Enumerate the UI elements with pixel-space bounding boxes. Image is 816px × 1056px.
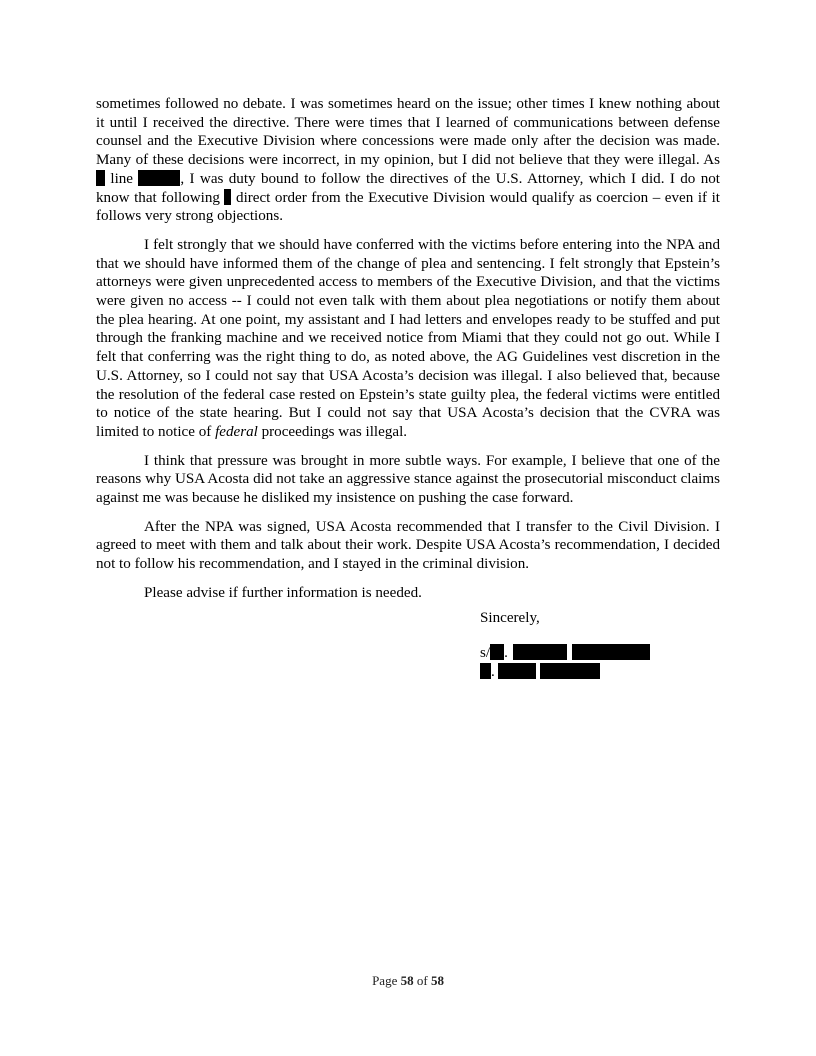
paragraph-2-text-a: I felt strongly that we should have conferred with the victims before entering into the NPA and that we should have informed them of the change of plea and sentencing. I felt strongly that Epstein’s attorneys were given unprecedented access to members of the Executive Division, and that the victims were given no access -- I could not even talk with them about plea negotiations or notify them about the plea hearing. At one point, my assistant and I had letters and envelopes ready to be stuffed and put through the franking machine and we received notice from Miami that they could not go out. While I felt that conferring was the right thing to do, as noted above, the AG Guidelines vest discretion in the U.S. Attorney, so I could not say that USA Acosta’s decision was illegal. I also believed that, because the resolution of the federal case rested on Epstein’s state guilty plea, the federal victims were entitled to notice of the state hearing. But I could not say that USA Acosta’s decision that the CVRA was limited to notice of [96, 236, 720, 440]
letter-body [96, 95, 720, 603]
page-footer [0, 973, 816, 989]
redaction-block [480, 663, 491, 679]
signature-prefix: s/ [480, 645, 491, 661]
redaction-block [138, 170, 180, 186]
paragraph-5: Please advise if further information is needed. [144, 584, 422, 601]
signature-gap [480, 628, 650, 644]
signature-block [480, 609, 650, 682]
footer-of-word: of [416, 973, 428, 988]
paragraph-4: After the NPA was signed, USA Acosta recommended that I transfer to the Civil Division. I agreed to meet with them and talk about their work. Despite USA Acosta’s recommendation, I decided not to follow his recommendation, and I stayed in the criminal division. [96, 518, 720, 573]
paragraph-2-text-b: proceedings was illegal. [257, 423, 408, 440]
paragraph-3: I think that pressure was brought in more subtle ways. For example, I believe that one of the reasons why USA Acosta did not take an aggressive stance against the prosecutorial misconduct claims against me was because he disliked my insistence on pushing the case forward. [96, 452, 720, 507]
paragraph-1-text-a: sometimes followed no debate. I was sometimes heard on the issue; other times I knew nothing about it until I received the directive. There were times that I learned of communications between defense counsel and the Executive Division where concessions were made only after the decision was made. Many of these decisions were incorrect, in my opinion, but I did not believe that they were illegal. As [96, 96, 720, 169]
paragraph-1 [96, 95, 720, 226]
closing-line: Sincerely, [480, 610, 540, 626]
signature-mark: . [504, 645, 508, 661]
signature-line-1 [480, 644, 650, 663]
redaction-block [572, 644, 650, 660]
redaction-block [490, 644, 504, 660]
footer-page-number: 58 [400, 973, 414, 988]
redaction-block [498, 663, 536, 679]
signature-line-2 [480, 663, 650, 682]
paragraph-1-text-c: , I was duty bound to follow the directives of the U.S. Attorney, which I did. I do not know that following [96, 170, 720, 206]
paragraph-2 [96, 236, 720, 442]
paragraph-1-text-d: direct order from the Executive Division would qualify as coercion – even if it follows very strong objections. [96, 189, 720, 225]
paragraph-2-emphasis: federal [215, 423, 258, 440]
redaction-block [540, 663, 600, 679]
paragraph-1-text-b: line [105, 170, 139, 187]
redaction-block [513, 644, 567, 660]
footer-page-total: 58 [430, 973, 444, 988]
signature-mark-2: . [491, 664, 495, 680]
redaction-block [96, 170, 105, 186]
footer-page-word: Page [372, 973, 398, 988]
